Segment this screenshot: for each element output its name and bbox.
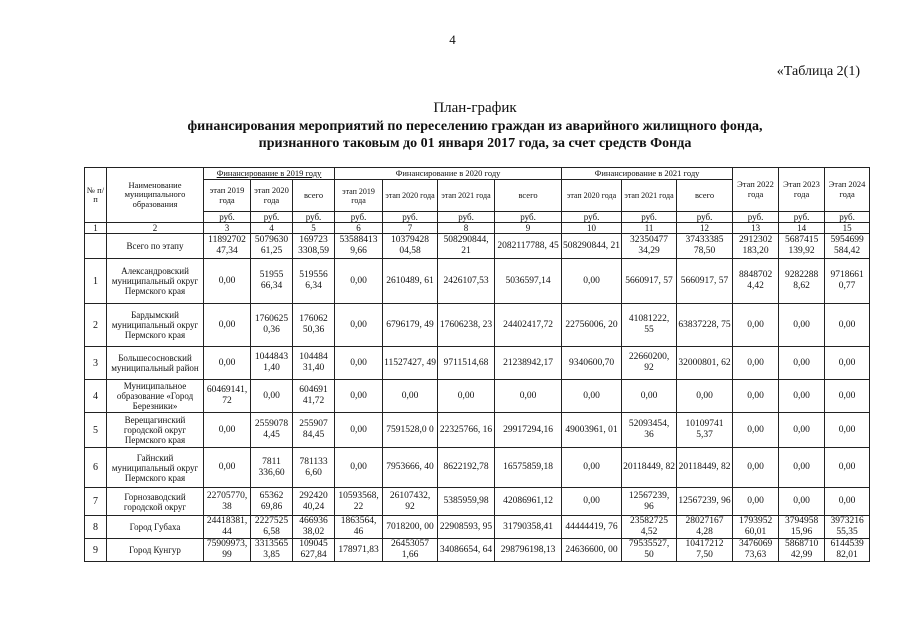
value-cell: 0,00	[383, 380, 438, 413]
value-cell: 51955 66,34	[251, 259, 293, 304]
row-number: 3	[85, 347, 107, 380]
value-cell: 0,00	[204, 413, 251, 448]
header-2020-total: всего	[495, 180, 562, 212]
total-value-cell: 37433385 78,50	[677, 234, 733, 259]
value-cell: 0,00	[335, 304, 383, 347]
value-cell: 0,00	[825, 488, 870, 516]
value-cell: 178971,83	[335, 539, 383, 562]
document-title: План-график	[433, 100, 517, 116]
column-number-cell: 3	[204, 223, 251, 234]
table-row	[85, 413, 870, 448]
total-row-num	[85, 234, 107, 259]
municipality-name: Муниципальное образование «Город Березники»	[107, 380, 204, 413]
value-cell: 0,00	[204, 347, 251, 380]
column-number-cell: 8	[438, 223, 495, 234]
value-cell: 5036597,14	[495, 259, 562, 304]
unit-cell: руб.	[251, 212, 293, 223]
value-cell: 9718661 0,77	[825, 259, 870, 304]
table-header	[85, 168, 870, 234]
value-cell: 12567239, 96	[677, 488, 733, 516]
header-fin-2019: Финансирование в 2019 году	[204, 168, 335, 180]
column-number-cell: 10	[562, 223, 622, 234]
value-cell: 7018200, 00	[383, 516, 438, 539]
value-cell: 3973216 55,35	[825, 516, 870, 539]
value-cell: 0,00	[677, 380, 733, 413]
row-number: 2	[85, 304, 107, 347]
value-cell: 49003961, 01	[562, 413, 622, 448]
value-cell: 44444419, 76	[562, 516, 622, 539]
table-row	[85, 380, 870, 413]
table-body	[85, 234, 870, 562]
value-cell: 52093454, 36	[622, 413, 677, 448]
unit-cell: руб.	[438, 212, 495, 223]
value-cell: 8622192,78	[438, 448, 495, 488]
value-cell: 2227525 6,58	[251, 516, 293, 539]
total-value-cell: 11892702 47,34	[204, 234, 251, 259]
row-number: 1	[85, 259, 107, 304]
value-cell: 17606238, 23	[438, 304, 495, 347]
unit-cell: руб.	[677, 212, 733, 223]
value-cell: 604691 41,72	[293, 380, 335, 413]
value-cell: 0,00	[733, 347, 779, 380]
header-stage-2023: Этап 2023 года	[779, 168, 825, 212]
value-cell: 0,00	[733, 413, 779, 448]
value-cell: 1044843 1,40	[251, 347, 293, 380]
column-number-cell: 7	[383, 223, 438, 234]
header-stage-2024: Этап 2024 года	[825, 168, 870, 212]
value-cell: 7953666, 40	[383, 448, 438, 488]
value-cell: 0,00	[204, 304, 251, 347]
value-cell: 0,00	[825, 380, 870, 413]
value-cell: 0,00	[779, 380, 825, 413]
value-cell: 24402417,72	[495, 304, 562, 347]
value-cell: 34086654, 64	[438, 539, 495, 562]
value-cell: 466936 38,02	[293, 516, 335, 539]
unit-cell: руб.	[204, 212, 251, 223]
value-cell: 109045 627,84	[293, 539, 335, 562]
total-value-cell: 10379428 04,58	[383, 234, 438, 259]
value-cell: 3476069 73,63	[733, 539, 779, 562]
value-cell: 298796198,13	[495, 539, 562, 562]
value-cell: 1793952 60,01	[733, 516, 779, 539]
header-2019-stage-2020: этап 2020 года	[251, 180, 293, 212]
unit-cell: руб.	[562, 212, 622, 223]
total-value-cell: 508290844, 21	[562, 234, 622, 259]
value-cell: 0,00	[438, 380, 495, 413]
value-cell: 79535527, 50	[622, 539, 677, 562]
row-number: 7	[85, 488, 107, 516]
header-2020-stage-2019: этап 2019 года	[335, 180, 383, 212]
column-number-cell: 5	[293, 223, 335, 234]
value-cell: 0,00	[779, 488, 825, 516]
total-value-cell: 32350477 34,29	[622, 234, 677, 259]
column-number-cell: 9	[495, 223, 562, 234]
header-2020-stage-2020: этап 2020 года	[383, 180, 438, 212]
unit-cell: руб.	[779, 212, 825, 223]
header-2021-stage-2020: этап 2020 года	[562, 180, 622, 212]
value-cell: 0,00	[204, 259, 251, 304]
value-cell: 0,00	[779, 413, 825, 448]
value-cell: 0,00	[733, 304, 779, 347]
value-cell: 8848702 4,42	[733, 259, 779, 304]
unit-cell: руб.	[335, 212, 383, 223]
value-cell: 1863564, 46	[335, 516, 383, 539]
column-number-cell: 13	[733, 223, 779, 234]
value-cell: 12567239, 96	[622, 488, 677, 516]
value-cell: 20118449, 82	[677, 448, 733, 488]
page-number: 4	[449, 32, 456, 47]
header-2020-stage-2021: этап 2021 года	[438, 180, 495, 212]
value-cell: 22325766, 16	[438, 413, 495, 448]
value-cell: 3313565 3,85	[251, 539, 293, 562]
value-cell: 0,00	[733, 448, 779, 488]
unit-cell: руб.	[293, 212, 335, 223]
total-row-name: Всего по этапу	[107, 234, 204, 259]
value-cell: 5660917, 57	[677, 259, 733, 304]
municipality-name: Гайнский муниципальный округ Пермского края	[107, 448, 204, 488]
value-cell: 781133 6,60	[293, 448, 335, 488]
row-number: 4	[85, 380, 107, 413]
header-stage-2022: Этап 2022 года	[733, 168, 779, 212]
value-cell: 0,00	[335, 347, 383, 380]
header-num: № п/п	[85, 168, 107, 223]
value-cell: 11527427, 49	[383, 347, 438, 380]
header-fin-2020: Финансирование в 2020 году	[335, 168, 562, 180]
value-cell: 22756006, 20	[562, 304, 622, 347]
value-cell: 7591528,0 0	[383, 413, 438, 448]
value-cell: 24418381, 44	[204, 516, 251, 539]
value-cell: 0,00	[779, 448, 825, 488]
municipality-name: Верещагинский городской округ Пермского края	[107, 413, 204, 448]
header-2021-total: всего	[677, 180, 733, 212]
unit-cell: руб.	[383, 212, 438, 223]
value-cell: 0,00	[495, 380, 562, 413]
column-number-cell: 1	[85, 223, 107, 234]
unit-cell: руб.	[825, 212, 870, 223]
value-cell: 26453057 1,66	[383, 539, 438, 562]
value-cell: 24636600, 00	[562, 539, 622, 562]
value-cell: 104484 31,40	[293, 347, 335, 380]
value-cell: 0,00	[335, 448, 383, 488]
value-cell: 0,00	[562, 380, 622, 413]
value-cell: 9340600,70	[562, 347, 622, 380]
value-cell: 0,00	[204, 448, 251, 488]
total-value-cell: 53588413 9,66	[335, 234, 383, 259]
value-cell: 0,00	[335, 380, 383, 413]
table-reference: «Таблица 2(1)	[776, 64, 860, 79]
value-cell: 41081222, 55	[622, 304, 677, 347]
value-cell: 6144539 82,01	[825, 539, 870, 562]
value-cell: 5660917, 57	[622, 259, 677, 304]
municipality-name: Город Губаха	[107, 516, 204, 539]
value-cell: 10417212 7,50	[677, 539, 733, 562]
value-cell: 2610489, 61	[383, 259, 438, 304]
total-value-cell: 508290844, 21	[438, 234, 495, 259]
value-cell: 21238942,17	[495, 347, 562, 380]
total-value-cell: 2912302 183,20	[733, 234, 779, 259]
value-cell: 3794958 15,96	[779, 516, 825, 539]
value-cell: 22660200, 92	[622, 347, 677, 380]
unit-cell: руб.	[622, 212, 677, 223]
value-cell: 0,00	[562, 488, 622, 516]
municipality-name: Горнозаводский городской округ	[107, 488, 204, 516]
row-number: 6	[85, 448, 107, 488]
table-row	[85, 488, 870, 516]
document-title-block	[100, 100, 850, 151]
column-number-cell: 6	[335, 223, 383, 234]
value-cell: 60469141, 72	[204, 380, 251, 413]
value-cell: 0,00	[562, 259, 622, 304]
table-row	[85, 539, 870, 562]
municipality-name: Александровский муниципальный округ Пермского края	[107, 259, 204, 304]
value-cell: 0,00	[733, 488, 779, 516]
column-number-cell: 15	[825, 223, 870, 234]
value-cell: 5385959,98	[438, 488, 495, 516]
value-cell: 0,00	[622, 380, 677, 413]
value-cell: 0,00	[825, 448, 870, 488]
municipality-name: Город Кунгур	[107, 539, 204, 562]
value-cell: 0,00	[779, 347, 825, 380]
value-cell: 2559078 4,45	[251, 413, 293, 448]
value-cell: 16575859,18	[495, 448, 562, 488]
value-cell: 176062 50,36	[293, 304, 335, 347]
value-cell: 255907 84,45	[293, 413, 335, 448]
value-cell: 22705770, 38	[204, 488, 251, 516]
row-number: 5	[85, 413, 107, 448]
total-value-cell: 2082117788, 45	[495, 234, 562, 259]
table-row	[85, 347, 870, 380]
unit-cell: руб.	[495, 212, 562, 223]
value-cell: 0,00	[825, 347, 870, 380]
value-cell: 2426107,53	[438, 259, 495, 304]
value-cell: 0,00	[562, 448, 622, 488]
column-number-cell: 14	[779, 223, 825, 234]
value-cell: 6796179, 49	[383, 304, 438, 347]
document-subtitle-line-2: признанного таковым до 01 января 2017 года, за счет средств Фонда	[258, 136, 692, 151]
value-cell: 0,00	[335, 259, 383, 304]
value-cell: 31790358,41	[495, 516, 562, 539]
total-value-cell: 169723 3308,59	[293, 234, 335, 259]
header-name: Наименование муниципального образования	[107, 168, 204, 223]
column-number-cell: 2	[107, 223, 204, 234]
value-cell: 63837228, 75	[677, 304, 733, 347]
total-row	[85, 234, 870, 259]
value-cell: 0,00	[825, 304, 870, 347]
column-number-row	[85, 223, 870, 234]
total-value-cell: 5687415 139,92	[779, 234, 825, 259]
value-cell: 1760625 0,36	[251, 304, 293, 347]
value-cell: 22908593, 95	[438, 516, 495, 539]
header-2019-stage-2019: этап 2019 года	[204, 180, 251, 212]
value-cell: 28027167 4,28	[677, 516, 733, 539]
header-2021-stage-2021: этап 2021 года	[622, 180, 677, 212]
value-cell: 519556 6,34	[293, 259, 335, 304]
value-cell: 29917294,16	[495, 413, 562, 448]
table-row	[85, 448, 870, 488]
value-cell: 292420 40,24	[293, 488, 335, 516]
document-subtitle-line-1: финансирования мероприятий по переселению граждан из аварийного жилищного фонда,	[187, 119, 763, 134]
column-number-cell: 11	[622, 223, 677, 234]
column-number-cell: 4	[251, 223, 293, 234]
value-cell: 10593568, 22	[335, 488, 383, 516]
value-cell: 5868710 42,99	[779, 539, 825, 562]
table-row	[85, 516, 870, 539]
value-cell: 0,00	[733, 380, 779, 413]
municipality-name: Большесосновский муниципальный район	[107, 347, 204, 380]
value-cell: 0,00	[251, 380, 293, 413]
column-number-cell: 12	[677, 223, 733, 234]
value-cell: 75909973, 99	[204, 539, 251, 562]
value-cell: 9282288 8,62	[779, 259, 825, 304]
value-cell: 0,00	[335, 413, 383, 448]
table-row	[85, 304, 870, 347]
row-number: 9	[85, 539, 107, 562]
header-2019-total: всего	[293, 180, 335, 212]
financing-table	[84, 167, 870, 562]
value-cell: 26107432, 92	[383, 488, 438, 516]
value-cell: 42086961,12	[495, 488, 562, 516]
value-cell: 65362 69,86	[251, 488, 293, 516]
total-value-cell: 5954699 584,42	[825, 234, 870, 259]
table-row	[85, 259, 870, 304]
header-fin-2021: Финансирование в 2021 году	[562, 168, 733, 180]
value-cell: 0,00	[825, 413, 870, 448]
value-cell: 20118449, 82	[622, 448, 677, 488]
total-value-cell: 5079630 61,25	[251, 234, 293, 259]
value-cell: 32000801, 62	[677, 347, 733, 380]
value-cell: 10109741 5,37	[677, 413, 733, 448]
value-cell: 9711514,68	[438, 347, 495, 380]
value-cell: 0,00	[779, 304, 825, 347]
value-cell: 7811 336,60	[251, 448, 293, 488]
municipality-name: Бардымский муниципальный округ Пермского края	[107, 304, 204, 347]
unit-cell: руб.	[733, 212, 779, 223]
row-number: 8	[85, 516, 107, 539]
value-cell: 23582725 4,52	[622, 516, 677, 539]
